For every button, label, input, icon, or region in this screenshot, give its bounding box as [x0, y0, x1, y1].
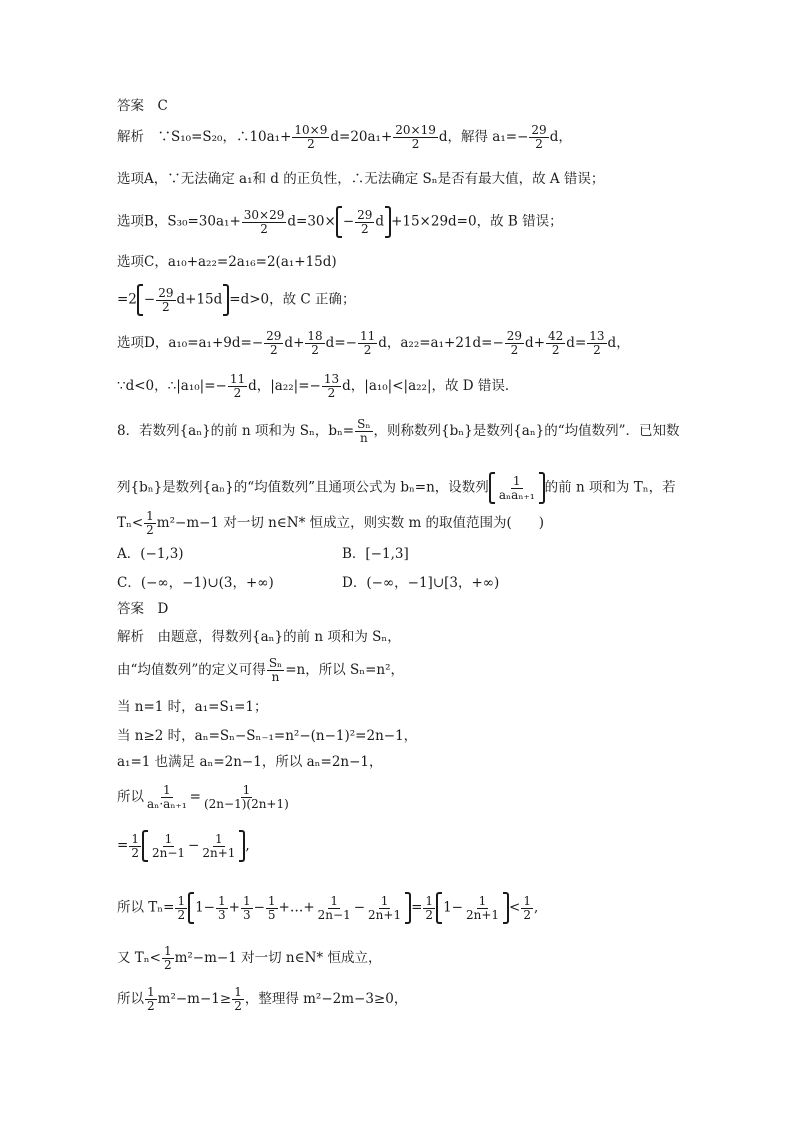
question-8-stem-2: 列{bₙ}是数列{aₙ}的“均值数列”且通项公式为 bₙ=n，设数列 $\frac{1}{\text{aₙaₙ₊₁}}$ 的前 n 项和为 Tₙ，若 — [117, 472, 676, 504]
option-c-analysis-1: 选项C，a₁₀+a₂₂=2a₁₆=2(a₁+15d) — [117, 254, 337, 270]
fraction: $\frac{18}{2}$ — [307, 329, 323, 357]
fraction: $\frac{1}{2n-1}$ — [151, 831, 186, 860]
conclusion-line: ∵d<0，∴|a₁₀|=− $\frac{11}{2}$ d，|a₂₂|=− $\frac{13}{2}$ d，|a₁₀|<|a₂₂|，故 D 错误． — [117, 372, 519, 400]
fraction: $\frac{29}{2}$ — [266, 329, 282, 357]
fraction: $\frac{42}{2}$ — [548, 329, 564, 357]
fraction: $\frac{1}{(2n-1)(2n+1)}$ — [203, 783, 289, 811]
option-b: B．[−1,3] — [342, 546, 409, 562]
fraction: $\frac{1}{3}$ — [242, 893, 251, 922]
fraction: $\frac{11}{2}$ — [359, 329, 376, 357]
fraction: $\frac{29}{2}$ — [357, 207, 373, 236]
left-brace — [489, 472, 495, 504]
analysis-q8-line-10: 所以 $\frac{1}{2}$ m²−m−1≥ $\frac{1}{2}$ ，整理得 m²−2m−3≥0， — [117, 985, 408, 1013]
fraction: $\frac{1}{2}$ — [147, 985, 155, 1013]
fraction: $\frac{13}{2}$ — [589, 329, 605, 357]
fraction: $\frac{\text{Sₙ}}{n}$ — [357, 417, 371, 445]
analysis-q8-line-9: 又 Tₙ< $\frac{1}{2}$ m²−m−1 对一切 n∈N* 恒成立， — [117, 944, 382, 972]
left-bracket — [336, 206, 342, 238]
option-c: C．(−∞，−1)∪(3，+∞) — [117, 575, 274, 591]
analysis-q8-line-3: 当 n=1 时，a₁=S₁=1； — [117, 699, 268, 715]
fraction: $\frac{1}{2}$ — [425, 893, 434, 922]
fraction: $\frac{20\times 19}{2}$ — [395, 123, 436, 151]
fraction: $\frac{13}{2}$ — [323, 372, 340, 400]
left-bracket — [436, 892, 442, 924]
fraction: $\frac{29}{2}$ — [531, 123, 547, 151]
option-a: A．(−1,3) — [117, 546, 184, 562]
fraction: $\frac{1}{\text{aₙ·aₙ₊₁}}$ — [147, 783, 187, 811]
fraction: $\frac{1}{2}$ — [146, 509, 154, 537]
analysis-q8-line-1: 解析 由题意，得数列{aₙ}的前 n 项和为 Sₙ， — [117, 629, 401, 645]
analysis-q8-line-2: 由“均值数列”的定义可得 $\frac{\text{Sₙ}}{n}$ =n，所以 Sₙ=n²， — [117, 656, 405, 684]
fraction: $\frac{1}{2}$ — [177, 893, 186, 922]
fraction: $\frac{1}{2n+1}$ — [368, 893, 402, 922]
fraction: $\frac{1}{2}$ — [234, 985, 242, 1013]
option-b-analysis: 选项B，S₃₀=30a₁+ $\frac{30\times 29}{2}$ d=30× − $\frac{29}{2}$ d +15×29d=0，故 B 错误； — [117, 206, 563, 238]
analysis-q8-line-5: a₁=1 也满足 aₙ=2n−1，所以 aₙ=2n−1， — [117, 754, 383, 770]
question-8-stem-1: 8．若数列{aₙ}的前 n 项和为 Sₙ，bₙ= $\frac{\text{Sₙ}}{n}$ ，则称数列{bₙ}是数列{aₙ}的“均值数列”．已知数 — [117, 417, 680, 445]
option-c-analysis-2: =2 − $\frac{29}{2}$ d+15d =d>0，故 C 正确； — [117, 284, 356, 316]
fraction: $\frac{1}{5}$ — [267, 893, 276, 922]
fraction: $\frac{11}{2}$ — [229, 372, 246, 400]
analysis-q8-line-4: 当 n≥2 时，aₙ=Sₙ−Sₙ₋₁=n²−(n−1)²=2n−1， — [117, 728, 418, 744]
analysis-q8-line-6: 所以 $\frac{1}{\text{aₙ·aₙ₊₁}}$ = $\frac{1}{(2n-1)(2n+1)}$ — [117, 783, 289, 811]
fraction: $\frac{\text{Sₙ}}{n}$ — [268, 656, 283, 684]
left-bracket — [137, 284, 143, 316]
left-bracket — [188, 892, 194, 924]
fraction: $\frac{30\times 29}{2}$ — [243, 207, 285, 236]
analysis-q8-line-7: = $\frac{1}{2}$ $\frac{1}{2n-1}$ − $\frac{1}{2n+1}$ , — [117, 830, 250, 862]
question-8-stem-3: Tₙ< $\frac{1}{2}$ m²−m−1 对一切 n∈N* 恒成立，则实数 m 的取值范围为( ) — [117, 509, 545, 537]
option-d: D．(−∞，−1]∪[3，+∞) — [342, 575, 500, 591]
fraction: $\frac{1}{2}$ — [523, 893, 531, 922]
fraction: $\frac{1}{3}$ — [218, 893, 226, 922]
analysis-q8-line-8: 所以 Tₙ= $\frac{1}{2}$ 1− $\frac{1}{3}$ + $\frac{1}{3}$ − $\frac{1}{5}$ +…+ $\frac{1}{2n-1}$ − $\frac{1}{2n+1}$ = $\frac{1}{2}$ 1− $\frac{1}{2n+1}$ < $\frac{1}{2}$ , — [117, 892, 538, 924]
fraction: $\frac{1}{2n-1}$ — [317, 893, 351, 922]
fraction: $\frac{10\times 9}{2}$ — [294, 123, 328, 151]
option-a-analysis: 选项A，∵无法确定 a₁和 d 的正负性，∴无法确定 Sₙ是否有最大值，故 A 错误； — [117, 171, 605, 187]
fraction: $\frac{1}{2}$ — [131, 831, 139, 860]
fraction: $\frac{29}{2}$ — [506, 329, 523, 357]
fraction: $\frac{1}{2n+1}$ — [465, 893, 500, 922]
option-d-analysis: 选项D，a₁₀=a₁+9d=− $\frac{29}{2}$ d+ $\frac{18}{2}$ d=− $\frac{11}{2}$ d，a₂₂=a₁+21d=− $\frac{29}{2}$ d+ $\frac{42}{2}$ d= $\frac{13}{2}$ d， — [117, 329, 630, 357]
fraction: $\frac{1}{2n+1}$ — [202, 831, 236, 860]
left-bracket — [142, 830, 148, 862]
fraction: $\frac{1}{2}$ — [163, 944, 172, 972]
fraction: $\frac{1}{\text{aₙaₙ₊₁}}$ — [498, 473, 535, 502]
answer-label-q8: 答案 D — [117, 601, 169, 617]
answer-label-q7: 答案 C — [117, 98, 168, 114]
analysis-line-1: 解析 ∵S₁₀=S₂₀，∴10a₁+ $\frac{10\times 9}{2}$ d=20a₁+ $\frac{20\times 19}{2}$ d，解得 a₁=− $\frac{29}{2}$ d， — [117, 123, 572, 151]
fraction: $\frac{29}{2}$ — [158, 285, 174, 314]
